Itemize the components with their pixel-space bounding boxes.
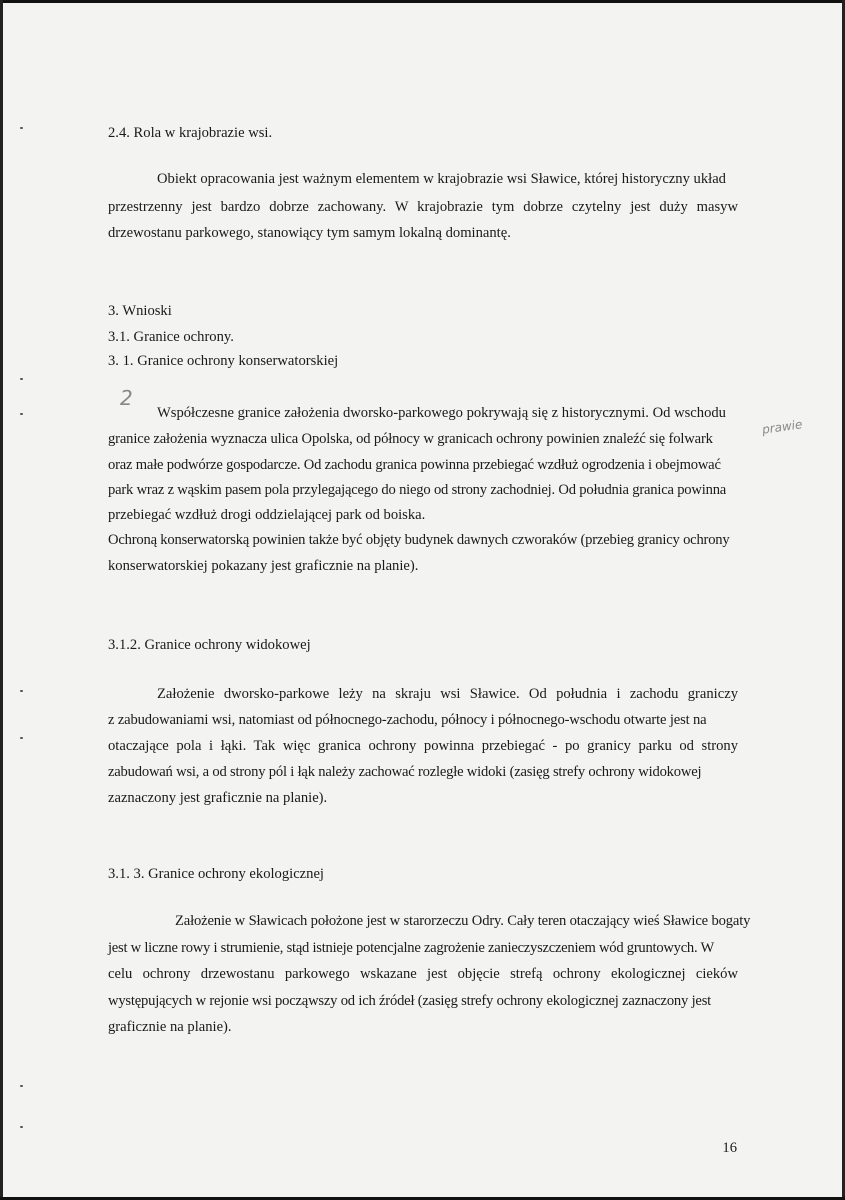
scan-speck (20, 127, 23, 129)
handwritten-mark: 2 (120, 386, 133, 410)
paragraph-line: zaznaczony jest graficznie na planie). (108, 790, 328, 806)
scan-speck (20, 378, 23, 380)
paragraph-line: Współczesne granice założenia dworsko-parkowego pokrywają się z historycznymi. Od wschodu (157, 405, 726, 421)
paragraph-line: zabudowań wsi, a od strony pól i łąk należy zachować rozległe widoki (zasięg strefy ochrony widokowej (108, 764, 702, 780)
paragraph-line: graficznie na planie). (108, 1019, 232, 1035)
paragraph-line: Założenie dworsko-parkowe leży na skraju wsi Sławice. Od południa i zachodu graniczy (157, 686, 738, 702)
section-heading-3-1-2: 3.1.2. Granice ochrony widokowej (108, 637, 311, 653)
paragraph-line: oraz małe podwórze gospodarcze. Od zachodu granica powinna przebiegać wzdłuż ogrodzenia i obejmować (108, 457, 721, 473)
section-heading-3-1-3: 3.1. 3. Granice ochrony ekologicznej (108, 866, 324, 882)
section-heading-3: 3. Wnioski (108, 303, 172, 319)
paragraph-line: występujących w rejonie wsi począwszy od ich źródeł (zasięg strefy ochrony ekologicznej zaznaczony jest (108, 993, 712, 1009)
paragraph-line: przestrzenny jest bardzo dobrze zachowany. W krajobrazie tym dobrze czytelny jest duży masyw (108, 199, 738, 215)
section-heading-2-4: 2.4. Rola w krajobrazie wsi. (108, 125, 273, 141)
scan-speck (20, 1126, 23, 1128)
page-edge-left (0, 0, 3, 1200)
paragraph-line: celu ochrony drzewostanu parkowego wskazane jest objęcie strefą ochrony ekologicznej cieków (108, 966, 738, 982)
scan-speck (20, 1085, 23, 1087)
paragraph-line: drzewostanu parkowego, stanowiący tym samym lokalną dominantę. (108, 225, 511, 241)
paragraph-line: Obiekt opracowania jest ważnym elementem w krajobrazie wsi Sławice, której historyczny układ (157, 171, 726, 187)
handwritten-note: prawie (761, 417, 804, 437)
section-heading-3-1-1: 3. 1. Granice ochrony konserwatorskiej (108, 353, 339, 369)
paragraph-line: konserwatorskiej pokazany jest graficznie na planie). (108, 558, 419, 574)
paragraph-line: z zabudowaniami wsi, natomiast od północnego-zachodu, północy i północnego-wschodu otwarte jest na (108, 712, 707, 728)
paragraph-line: Założenie w Sławicach położone jest w starorzeczu Odry. Cały teren otaczający wieś Sławice bogaty (175, 913, 751, 929)
page-edge-top (0, 0, 845, 3)
paragraph-line: jest w liczne rowy i strumienie, stąd istnieje potencjalne zagrożenie zanieczyszczeniem wód gruntowych. W (108, 940, 715, 956)
paragraph-line: Ochroną konserwatorską powinien także być objęty budynek dawnych czworaków (przebieg granicy ochrony (108, 532, 730, 548)
section-heading-3-1: 3.1. Granice ochrony. (108, 329, 234, 345)
scan-speck (20, 413, 23, 415)
scan-speck (20, 690, 23, 692)
paragraph-line: park wraz z wąskim pasem pola przylegającego do niego od strony zachodniej. Od południa granica powinna (108, 482, 727, 498)
paragraph-line: otaczające pola i łąki. Tak więc granica ochrony powinna przebiegać - po granicy parku od strony (108, 738, 738, 754)
scan-speck (20, 737, 23, 739)
paragraph-line: granice założenia wyznacza ulica Opolska, od północy w granicach ochrony powinien znaleźć się folwark (108, 431, 713, 447)
paragraph-line: przebiegać wzdłuż drogi oddzielającej park od boiska. (108, 507, 426, 523)
page-number: 16 (722, 1140, 737, 1156)
